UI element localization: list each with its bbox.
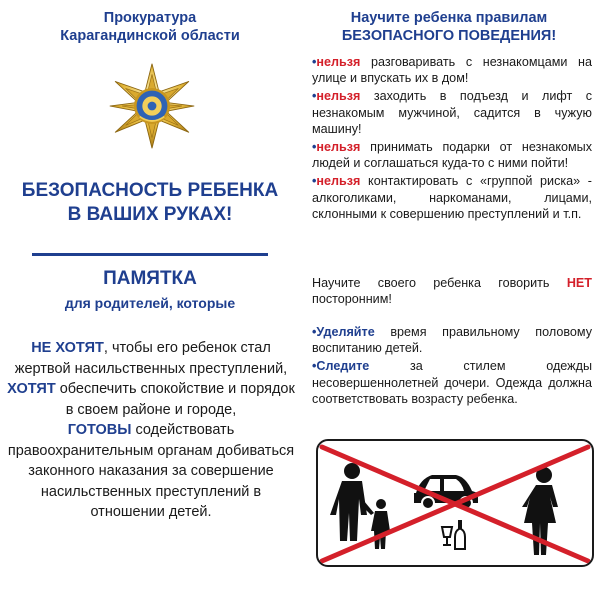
alcohol-icon: [442, 521, 465, 549]
rule-item: •нельзя контактировать с «группой риска» - алкоголиками, наркоманами, лицами, склонными к совершению преступлений и т.п.: [312, 174, 592, 221]
advice-list: [312, 324, 592, 409]
memo-subtitle: для родителей, которые: [64, 295, 236, 311]
say-no-text: Научите своего ребенка говорить НЕТ посторонним!: [312, 276, 592, 307]
rules-title: Научите ребенка правилам БЕЗОПАСНОГО ПОВЕДЕНИЯ!: [341, 10, 557, 44]
rule-item: •нельзя принимать подарки от незнакомых людей и соглашаться куда-то с ними пойти!: [312, 140, 592, 171]
advice-item: •Уделяйте время правильному половому воспитанию детей.: [312, 325, 592, 356]
main-headline: БЕЗОПАСНОСТЬ РЕБЕНКА В ВАШИХ РУКАХ!: [21, 180, 279, 225]
divider: [32, 253, 268, 256]
pictogram-drawing: [318, 441, 592, 565]
right-panel: [306, 0, 592, 591]
memo-paragraph: НЕ ХОТЯТ, чтобы его ребенок стал жертвой насильственных преступлений,: [14, 340, 288, 377]
memo-body: [6, 338, 296, 523]
prosecutor-emblem-icon: [108, 62, 196, 150]
rule-item: •нельзя разговаривать с незнакомцами на улице и впускать их в дом!: [312, 55, 592, 86]
memo-paragraph: ХОТЯТ обеспечить спокойствие и порядок в своем районе и городе,: [7, 381, 295, 418]
memo-title: ПАМЯТКА: [103, 268, 197, 289]
advice-item: •Следите за стилем одежды несовершеннолетней дочери. Одежда должна соответствовать возрасту ребенка.: [312, 359, 592, 406]
organization-title: Прокуратура Карагандинской области: [60, 10, 240, 44]
memo-paragraph: ГОТОВЫ содействовать правоохранительным органам добиваться законного наказания за совершение насильственных преступлений в отношении детей.: [7, 422, 295, 520]
rules-list: [312, 54, 592, 224]
rule-item: •нельзя заходить в подъезд и лифт с незнакомым мужчиной, садится в чужую машину!: [312, 89, 592, 136]
stranger-danger-pictogram: [316, 439, 594, 567]
